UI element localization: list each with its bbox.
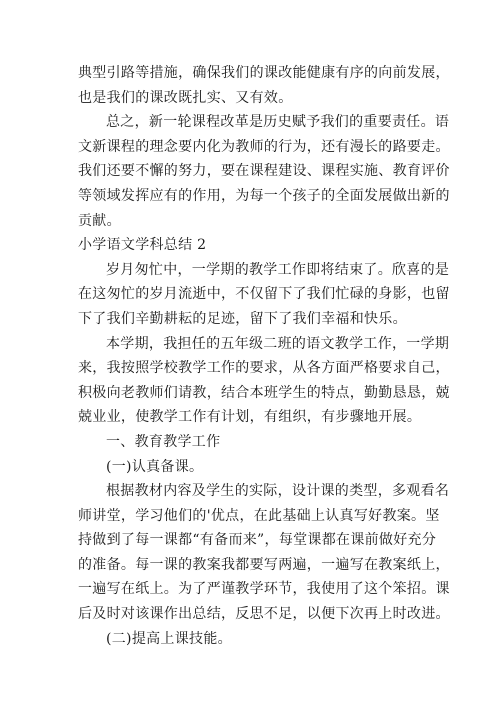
text-line: 持做到了每一课都“有备而来”，每堂课都在课前做好充分 xyxy=(78,532,437,549)
text-line: 积极向老教师们请教，结合本班学生的特点，勤勤恳恳，兢 xyxy=(78,384,450,401)
text-line: 一遍写在纸上。为了严谨教学环节，我使用了这个笨招。课 xyxy=(78,581,450,598)
text-line: 下了我们辛勤耕耘的足迹，留下了我们幸福和快乐。 xyxy=(78,310,407,327)
subheading: (二)提高上课技能。 xyxy=(106,630,232,647)
subheading: (一)认真备课。 xyxy=(106,458,204,475)
paragraph-start-line: 根据教材内容及学生的实际，设计课的类型，多观看名 xyxy=(106,483,450,500)
paragraph-start-line: 总之，新一轮课程改革是历史赋予我们的重要责任。语 xyxy=(106,114,450,131)
text-line: 师讲堂，学习他们的'优点，在此基础上认真写好教案。坚 xyxy=(78,507,440,524)
text-line: 来，我按照学校教学工作的要求，从各方面严格要求自己， xyxy=(78,360,450,377)
text-line: 我们还要不懈的努力，要在课程建设、课程实施、教育评价 xyxy=(78,163,450,180)
subheading: 一、教育教学工作 xyxy=(106,433,221,450)
text-line: 典型引路等措施，确保我们的课改能健康有序的向前发展， xyxy=(78,65,450,81)
text-line: 文新课程的理念要内化为教师的行为，还有漫长的路要走。 xyxy=(78,138,450,155)
document-body xyxy=(78,61,450,651)
text-line: 在这匆忙的岁月流逝中，不仅留下了我们忙碌的身影，也留 xyxy=(78,286,450,303)
text-line: 的准备。每一课的教案我都要写两遍，一遍写在教案纸上， xyxy=(78,556,450,573)
text-line: 也是我们的课改既扎实、又有效。 xyxy=(78,89,293,106)
paragraph-start-line: 岁月匆忙中，一学期的教学工作即将结束了。欣喜的是 xyxy=(106,261,450,278)
text-line: 贡献。 xyxy=(78,212,121,229)
paragraph-start-line: 本学期，我担任的五年级二班的语文教学工作，一学期 xyxy=(106,335,450,352)
text-line: 等领域发挥应有的作用，为每一个孩子的全面发展做出新的 xyxy=(78,187,450,204)
text-line: 兢业业，使教学工作有计划，有组织，有步骤地开展。 xyxy=(78,409,422,426)
text-line: 后及时对该课作出总结，反思不足，以便下次再上时改进。 xyxy=(78,606,450,623)
section-title: 小学语文学科总结 2 xyxy=(78,237,207,254)
